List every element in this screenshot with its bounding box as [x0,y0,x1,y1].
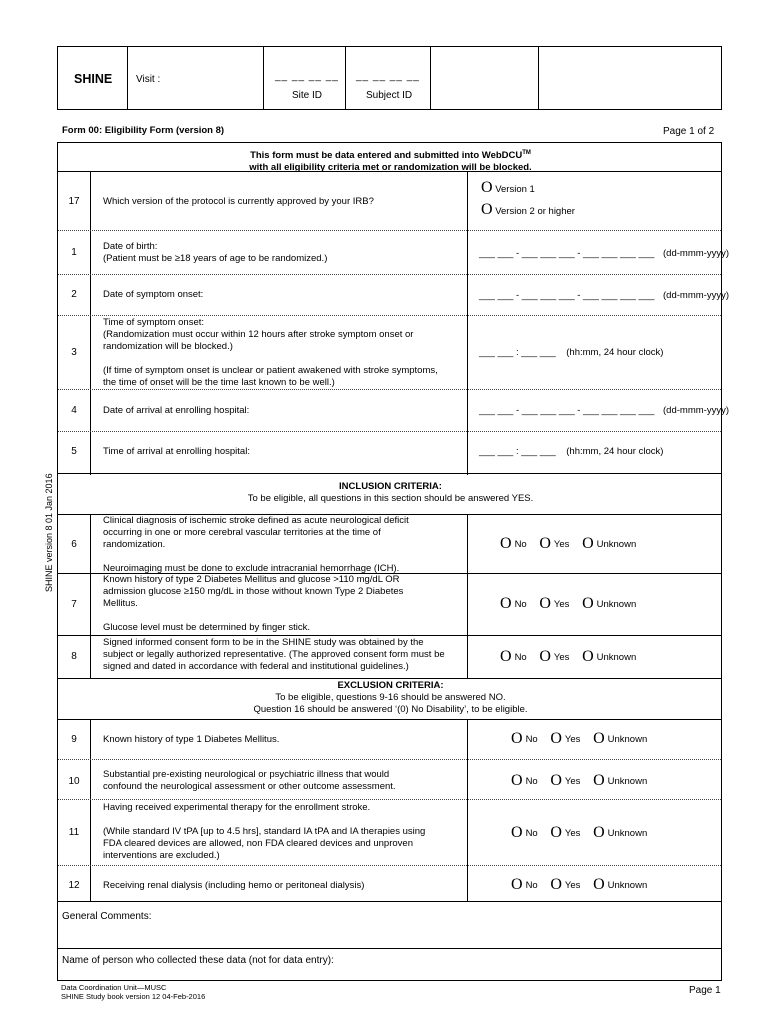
q4-date-blank[interactable]: ___ ___ - ___ ___ ___ - ___ ___ ___ ___ [479,405,655,416]
q11-line4: interventions are excluded.) [103,850,220,861]
q11-line2: (While standard IV tPA [up to 4.5 hrs], standard IA tPA and IA therapies using [103,826,426,837]
general-comments-label: General Comments: [62,911,152,922]
site-id-label: Site ID [292,90,323,101]
q10-options [511,772,657,790]
q2-date-field[interactable] [479,290,729,301]
q3-time-format: (hh:mm, 24 hour clock) [566,347,664,358]
q2-date-format: (dd-mmm-yyyy) [663,290,729,301]
q6-number: 6 [71,539,77,550]
q5-text: Time of arrival at enrolling hospital: [103,446,250,457]
option-no-label: No [525,880,538,891]
radio-circle-icon[interactable]: O [550,876,562,893]
q7-line4: Glucose level must be determined by finger stick. [103,622,310,633]
radio-circle-icon[interactable]: O [593,824,605,841]
option-no-label: No [525,776,538,787]
q6-option-no[interactable] [500,535,527,553]
q7-option-unknown[interactable] [582,595,636,613]
q7-option-yes[interactable] [539,595,569,613]
q2-date-blank[interactable]: ___ ___ - ___ ___ ___ - ___ ___ ___ ___ [479,290,655,301]
subject-id-field[interactable]: __ __ __ __ [356,71,420,82]
exclusion-title: EXCLUSION CRITERIA: [337,680,444,691]
visit-label: Visit : [136,74,161,85]
radio-circle-icon[interactable]: O [550,824,562,841]
option-yes-label: Yes [564,734,581,745]
option-yes-label: Yes [553,539,570,550]
q12-option-no[interactable] [511,876,538,894]
notice-line1: This form must be data entered and submitted into WebDCU [250,150,523,162]
q4-text: Date of arrival at enrolling hospital: [103,405,250,416]
option-unknown-label: Unknown [596,599,637,610]
q12-options [511,876,657,894]
collector-name-label: Name of person who collected these data (not for data entry): [62,955,334,966]
q3-line1: Time of symptom onset: [103,317,205,328]
form-title: Form 00: Eligibility Form (version 8) [62,125,225,136]
option-yes-label: Yes [564,880,581,891]
q1-line1: Date of birth: [103,241,158,252]
q5-time-format: (hh:mm, 24 hour clock) [566,446,664,457]
q2-number: 2 [71,289,77,300]
q11-options [511,824,657,842]
radio-circle-icon[interactable]: O [500,648,512,665]
q7-line3: Mellitus. [103,598,138,609]
q10-option-unknown[interactable] [593,772,647,790]
radio-circle-icon[interactable]: O [539,535,551,552]
q10-option-yes[interactable] [550,772,580,790]
q7-number: 7 [71,599,77,610]
general-comments-field[interactable] [62,924,712,948]
q11-number: 11 [68,827,80,838]
q3-time-field[interactable] [479,347,663,358]
q6-options [500,535,646,553]
q12-text: Receiving renal dialysis (including hemo or peritoneal dialysis) [103,880,365,891]
radio-circle-icon[interactable]: O [539,595,551,612]
exclusion-header [58,680,723,716]
option-yes-label: Yes [564,776,581,787]
q12-number: 12 [68,880,80,891]
q1-number: 1 [71,247,77,258]
exclusion-subtitle-2: Question 16 should be answered ‘(0) No Disability’, to be eligible. [253,704,528,715]
option-unknown-label: Unknown [607,880,648,891]
radio-circle-icon[interactable]: O [539,648,551,665]
radio-circle-icon[interactable]: O [500,535,512,552]
q17-option-version2[interactable] [481,201,575,219]
q8-text [103,637,475,673]
q9-option-unknown[interactable] [593,730,647,748]
radio-circle-icon[interactable]: O [481,201,493,218]
notice-line2: with all eligibility criteria met or randomization will be blocked. [249,162,532,174]
q5-time-field[interactable] [479,446,663,457]
q10-text [103,769,473,793]
radio-circle-icon[interactable]: O [593,730,605,747]
q10-number: 10 [68,776,80,787]
q2-text: Date of symptom onset: [103,289,204,300]
radio-circle-icon[interactable]: O [511,876,523,893]
q1-date-format: (dd-mmm-yyyy) [663,248,729,259]
option-no-label: No [514,652,527,663]
footer-line1: Data Coordination Unit—MUSC [61,983,167,992]
radio-circle-icon[interactable]: O [550,730,562,747]
q17-text: Which version of the protocol is currently approved by your IRB? [103,196,374,207]
exclusion-subtitle-1: To be eligible, questions 9-16 should be answered NO. [275,692,506,703]
q1-line2: (Patient must be ≥18 years of age to be randomized.) [103,253,328,264]
q8-number: 8 [71,651,77,662]
q9-text: Known history of type 1 Diabetes Mellitus. [103,734,280,745]
q10-line1: Substantial pre-existing neurological or psychiatric illness that would [103,769,390,780]
radio-circle-icon[interactable]: O [550,772,562,789]
site-id-field[interactable]: __ __ __ __ [275,71,339,82]
q3-number: 3 [71,347,77,358]
q6-line2: occurring in one or more cerebral vascular territories at the time of [103,527,381,538]
inclusion-header [58,481,723,505]
q7-text [103,574,473,634]
radio-circle-icon[interactable]: O [582,535,594,552]
q3-line4: (If time of symptom onset is unclear or patient awakened with stroke symptoms, [103,365,438,376]
footer-line2: SHINE Study book version 12 04-Feb-2016 [61,992,206,1001]
q17-option2-label: Version 2 or higher [495,206,575,217]
q8-option-yes[interactable] [539,648,569,666]
q10-line2: confound the neurological assessment or other outcome assessment. [103,781,396,792]
radio-circle-icon[interactable]: O [500,595,512,612]
radio-circle-icon[interactable]: O [582,595,594,612]
q8-option-no[interactable] [500,648,527,666]
option-no-label: No [525,828,538,839]
q3-line3: randomization will be blocked.) [103,341,233,352]
q6-line1: Clinical diagnosis of ischemic stroke defined as acute neurological deficit [103,515,409,526]
q9-option-no[interactable] [511,730,538,748]
header-box [57,46,722,110]
q11-option-yes[interactable] [550,824,580,842]
q5-number: 5 [71,446,77,457]
q4-date-field[interactable] [479,405,729,416]
study-name: SHINE [74,72,113,86]
side-version-text: SHINE version 8 01 Jan 2016 [44,473,54,592]
q8-line1: Signed informed consent form to be in the SHINE study was obtained by the [103,637,424,648]
q8-line2: subject or legally authorized representative. (The approved consent form must be [103,649,445,660]
option-unknown-label: Unknown [596,652,637,663]
q4-date-format: (dd-mmm-yyyy) [663,405,729,416]
q3-line2: (Randomization must occur within 12 hours after stroke symptom onset or [103,329,414,340]
option-unknown-label: Unknown [607,828,648,839]
radio-circle-icon[interactable]: O [511,772,523,789]
q7-line2: admission glucose ≥150 mg/dL in those without known Type 2 Diabetes [103,586,404,597]
q11-option-no[interactable] [511,824,538,842]
q11-text [103,802,473,862]
q8-option-unknown[interactable] [582,648,636,666]
q9-option-yes[interactable] [550,730,580,748]
q6-line3: randomization. [103,539,166,550]
q4-number: 4 [71,405,77,416]
q17-number: 17 [68,196,80,207]
eligibility-table [57,142,729,981]
q12-option-yes[interactable] [550,876,580,894]
q17-option1-label: Version 1 [495,184,535,195]
q9-number: 9 [71,734,77,745]
option-yes-label: Yes [564,828,581,839]
page-number: Page 1 of 2 [663,126,715,137]
notice-tm: TM [522,150,531,156]
radio-circle-icon[interactable]: O [593,772,605,789]
q7-options [500,595,646,613]
q1-date-blank[interactable]: ___ ___ - ___ ___ ___ - ___ ___ ___ ___ [479,248,655,259]
q1-date-field[interactable] [479,248,729,259]
option-yes-label: Yes [553,652,570,663]
option-yes-label: Yes [553,599,570,610]
q7-line1: Known history of type 2 Diabetes Mellitus and glucose >110 mg/dL OR [103,574,400,585]
q6-text [103,515,473,575]
q11-line1: Having received experimental therapy for the enrollment stroke. [103,802,371,813]
q3-line5: the time of onset will be the time last known to be well.) [103,377,335,388]
q5-time-blank[interactable]: ___ ___ : ___ ___ [479,446,556,457]
q9-options [511,730,657,748]
q11-line3: FDA cleared devices are allowed, non FDA cleared devices and unproven [103,838,413,849]
radio-circle-icon[interactable]: O [582,648,594,665]
radio-circle-icon[interactable]: O [481,179,493,196]
q3-time-blank[interactable]: ___ ___ : ___ ___ [479,347,556,358]
q17-option-version1[interactable] [481,179,535,197]
q3-text [103,317,473,389]
q10-option-no[interactable] [511,772,538,790]
radio-circle-icon[interactable]: O [511,730,523,747]
option-no-label: No [514,539,527,550]
option-unknown-label: Unknown [596,539,637,550]
radio-circle-icon[interactable]: O [593,876,605,893]
footer-page-number: Page 1 [689,985,721,996]
radio-circle-icon[interactable]: O [511,824,523,841]
option-no-label: No [525,734,538,745]
inclusion-subtitle: To be eligible, all questions in this section should be answered YES. [247,493,534,504]
q1-text [103,241,473,265]
q12-option-unknown[interactable] [593,876,647,894]
q7-option-no[interactable] [500,595,527,613]
q6-option-unknown[interactable] [582,535,636,553]
footer [61,983,205,1001]
option-unknown-label: Unknown [607,734,648,745]
q8-line3: signed and dated in accordance with federal and institutional guidelines.) [103,661,409,672]
q8-options [500,648,646,666]
subject-id-label: Subject ID [366,90,413,101]
option-unknown-label: Unknown [607,776,648,787]
q11-option-unknown[interactable] [593,824,647,842]
option-no-label: No [514,599,527,610]
q6-option-yes[interactable] [539,535,569,553]
inclusion-title: INCLUSION CRITERIA: [339,481,442,492]
q6-line4: Neuroimaging must be done to exclude intracranial hemorrhage (ICH). [103,563,400,574]
